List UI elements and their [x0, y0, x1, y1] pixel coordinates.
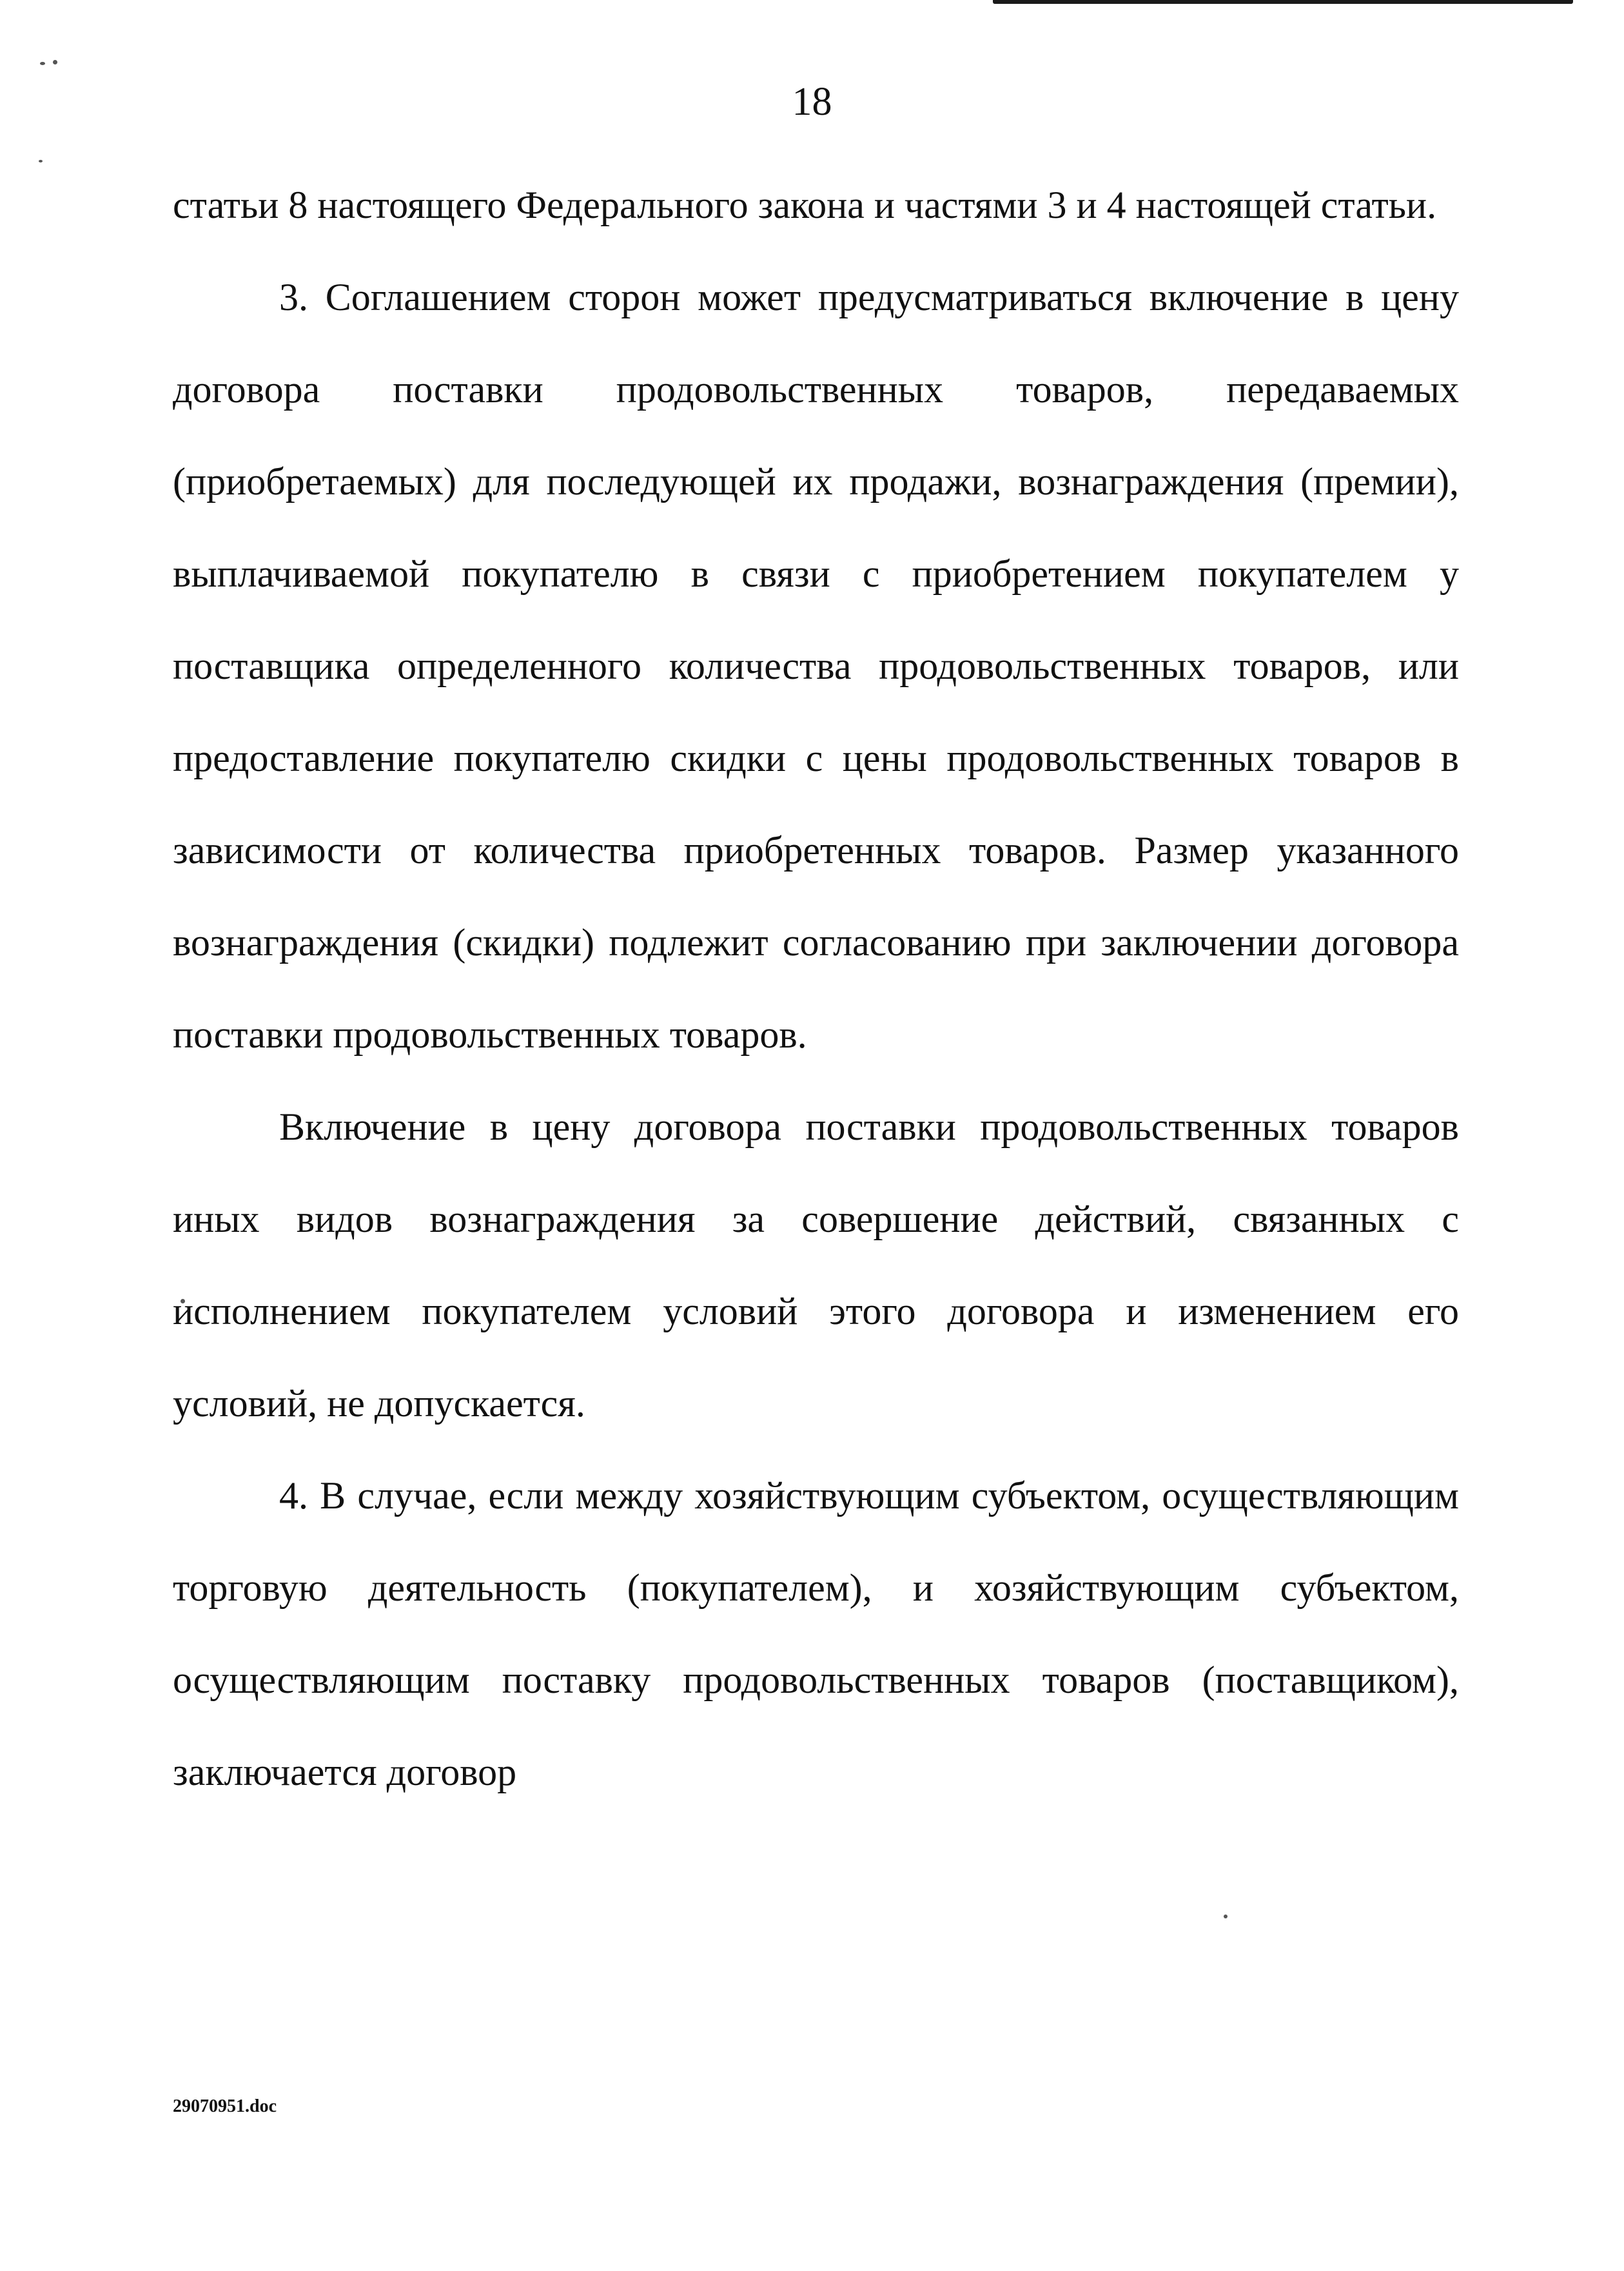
- scan-speck: [39, 160, 43, 162]
- paragraph-clause-4: 4. В случае, если между хозяйствующим субъектом, осуществляющим торговую деятельность (покупателем), и хозяйствующим субъектом, осуществляющим поставку продовольственных товаров (поставщиком), заключается договор: [173, 1474, 1459, 1793]
- page-number: 18: [792, 80, 832, 124]
- footer-filename: 29070951.doc: [173, 2096, 277, 2116]
- scan-edge-line: [993, 0, 1573, 4]
- paragraph-continuation: статьи 8 настоящего Федерального закона и частями 3 и 4 настоящей статьи.: [173, 184, 1437, 226]
- scan-speck: [1224, 1915, 1228, 1918]
- scan-speck: [53, 60, 57, 64]
- paragraph-clause-3: 3. Соглашением сторон может предусматриваться включение в цену договора поставки продовольственных товаров, передаваемых (приобретаемых) для последующей их продажи, вознаграждения (премии), выплачиваемой покупателю в связи с приобретением покупателем у поставщика определенного количества продовольственных товаров, или предоставление покупателю скидки с цены продовольственных товаров в зависимости от количества приобретенных товаров. Размер указанного вознаграждения (скидки) подлежит согласованию при заключении договора поставки продовольственных товаров.: [173, 276, 1459, 1056]
- body-text: [173, 159, 1459, 1818]
- paragraph-inclusion-prohibition: Включение в цену договора поставки продовольственных товаров иных видов вознаграждения за совершение действий, связанных с исполнением покупателем условий этого договора и изменением его условий, не допускается.: [173, 1106, 1459, 1425]
- scan-speck: [40, 62, 45, 65]
